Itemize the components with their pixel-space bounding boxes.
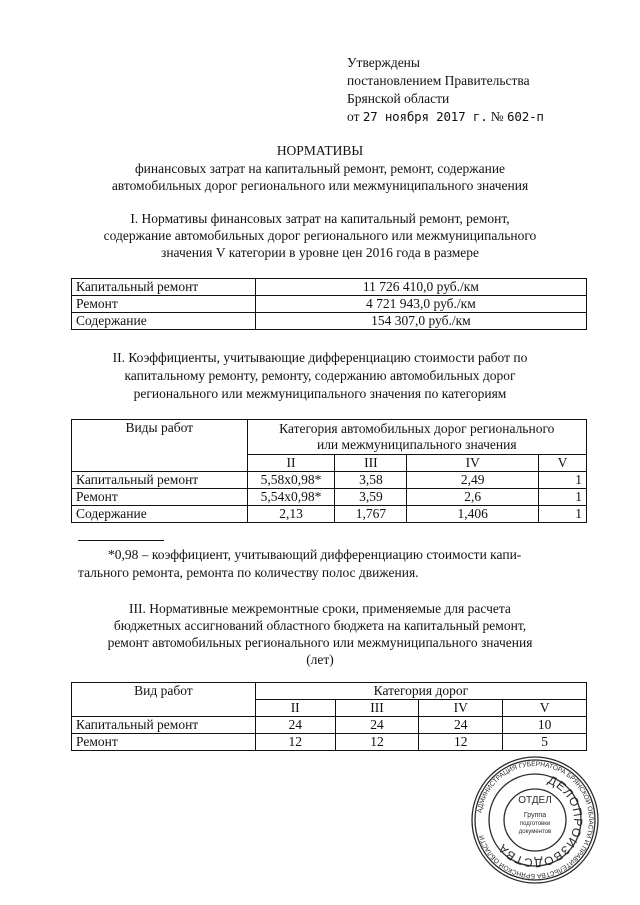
table-cell: 24 [335, 717, 419, 734]
table-cell: 5,58x0,98* [247, 472, 335, 489]
section3-heading-2: бюджетных ассигнований областного бюджета на капитальный ремонт, [113, 618, 527, 633]
table-cell: 1 [539, 489, 587, 506]
table-cell: 5,54x0,98* [247, 489, 335, 506]
stamp-center-line-3: документов [518, 829, 552, 835]
approval-number: 602-п [507, 109, 544, 124]
approval-date: 27 ноября 2017 г. [362, 109, 488, 124]
table-row [72, 506, 587, 523]
header-cat-iv: IV [419, 700, 503, 717]
table-row [72, 489, 587, 506]
table-cell: 2,13 [247, 506, 335, 523]
table-cell: 12 [335, 734, 419, 751]
approval-line-3: Брянской области [347, 91, 450, 106]
table-row [72, 717, 587, 734]
table-cell: 3,59 [335, 489, 407, 506]
header-cat-ii: II [247, 455, 335, 472]
section1-heading-1: I. Нормативы финансовых затрат на капитальный ремонт, ремонт, [130, 211, 510, 226]
section3-heading-3: ремонт автомобильных регионального или межмуниципального значения [107, 635, 533, 650]
header-cat-iii: III [335, 455, 407, 472]
footnote-divider [78, 540, 164, 541]
table-header-row [72, 683, 587, 700]
header-cat-iii: III [335, 700, 419, 717]
table-cell-label: Содержание [72, 506, 248, 523]
stamp-top-text: ОТДЕЛ [518, 795, 552, 806]
table-row [72, 472, 587, 489]
header-cat-v: V [539, 455, 587, 472]
header-category-line-2: или межмуниципального значения [316, 437, 517, 452]
table-cell-value: 4 721 943,0 руб./км [255, 296, 586, 313]
table-header-row [72, 420, 587, 455]
title-subline-2: автомобильных дорог регионального или межмуниципального значения [111, 178, 529, 193]
approval-date-prefix: от [347, 109, 360, 124]
section3-heading-1: III. Нормативные межремонтные сроки, применяемые для расчета [129, 601, 511, 616]
header-work-type: Виды работ [72, 420, 248, 472]
coefficients-table [71, 419, 587, 523]
document-title: НОРМАТИВЫ [276, 143, 364, 158]
norms-table [71, 278, 587, 330]
table-row [72, 279, 587, 296]
footnote-line-1: *0,98 – коэффициент, учитывающий дифференциацию стоимости капи- [108, 547, 522, 562]
table-cell-label: Капитальный ремонт [72, 279, 256, 296]
table-cell: 2,49 [407, 472, 539, 489]
table-cell: 1 [539, 472, 587, 489]
table-cell-label: Ремонт [72, 489, 248, 506]
section1-heading-3: значения V категории в уровне цен 2016 года в размере [161, 245, 479, 260]
header-cat-v: V [503, 700, 587, 717]
table-cell-value: 154 307,0 руб./км [255, 313, 586, 330]
table-cell: 1,406 [407, 506, 539, 523]
table-cell-label: Капитальный ремонт [72, 472, 248, 489]
intervals-table [71, 682, 587, 751]
table-cell: 1,767 [335, 506, 407, 523]
table-row [72, 734, 587, 751]
table-cell: 2,6 [407, 489, 539, 506]
approval-date-line [347, 108, 544, 125]
section1-heading-2: содержание автомобильных дорог регионального или межмуниципального [103, 228, 537, 243]
title-subline-1: финансовых затрат на капитальный ремонт, ремонт, содержание [134, 161, 506, 176]
table-cell-label: Ремонт [72, 734, 256, 751]
table-cell: 12 [419, 734, 503, 751]
header-cat-iv: IV [407, 455, 539, 472]
stamp-outer-text: АДМИНИСТРАЦИЯ ГУБЕРНАТОРА БРЯНСКОЙ ОБЛАСТИ И ПРАВИТЕЛЬСТВА БРЯНСКОЙ ОБЛАСТИ [476, 760, 595, 880]
approval-line-1: Утверждены [347, 55, 420, 70]
table-cell: 12 [255, 734, 335, 751]
approval-number-prefix: № [490, 109, 504, 124]
footnote-line-2: тального ремонта, ремонта по количеству полос движения. [78, 565, 419, 580]
table-cell-value: 11 726 410,0 руб./км [255, 279, 586, 296]
table-cell-label: Содержание [72, 313, 256, 330]
header-category-line-1: Категория автомобильных дорог регионального [279, 421, 555, 436]
department-stamp [470, 755, 600, 885]
table-cell: 5 [503, 734, 587, 751]
table-cell: 24 [419, 717, 503, 734]
stamp-graphic [470, 755, 600, 885]
section3-heading-4: (лет) [306, 652, 334, 667]
table-row [72, 313, 587, 330]
table-row [72, 296, 587, 313]
stamp-center-line-2: подготовки [519, 821, 551, 827]
stamp-center-line-1: Группа [523, 812, 547, 819]
table-cell: 10 [503, 717, 587, 734]
table-cell-label: Капитальный ремонт [72, 717, 256, 734]
table-cell: 1 [539, 506, 587, 523]
table-cell: 3,58 [335, 472, 407, 489]
approval-line-2: постановлением Правительства [347, 73, 530, 88]
section2-heading-1: II. Коэффициенты, учитывающие дифференциацию стоимости работ по [112, 350, 528, 365]
header-category [247, 420, 586, 455]
table-cell: 24 [255, 717, 335, 734]
table-cell-label: Ремонт [72, 296, 256, 313]
section2-heading-2: капитальному ремонту, ремонту, содержанию автомобильных дорог [124, 368, 516, 383]
stamp-ring-text: ДЕЛОПРОИЗВОДСТВА [494, 772, 586, 871]
header-work-type: Вид работ [72, 683, 256, 717]
header-cat-ii: II [255, 700, 335, 717]
header-category: Категория дорог [255, 683, 586, 700]
section2-heading-3: регионального или межмуниципального значения по категориям [133, 386, 507, 401]
